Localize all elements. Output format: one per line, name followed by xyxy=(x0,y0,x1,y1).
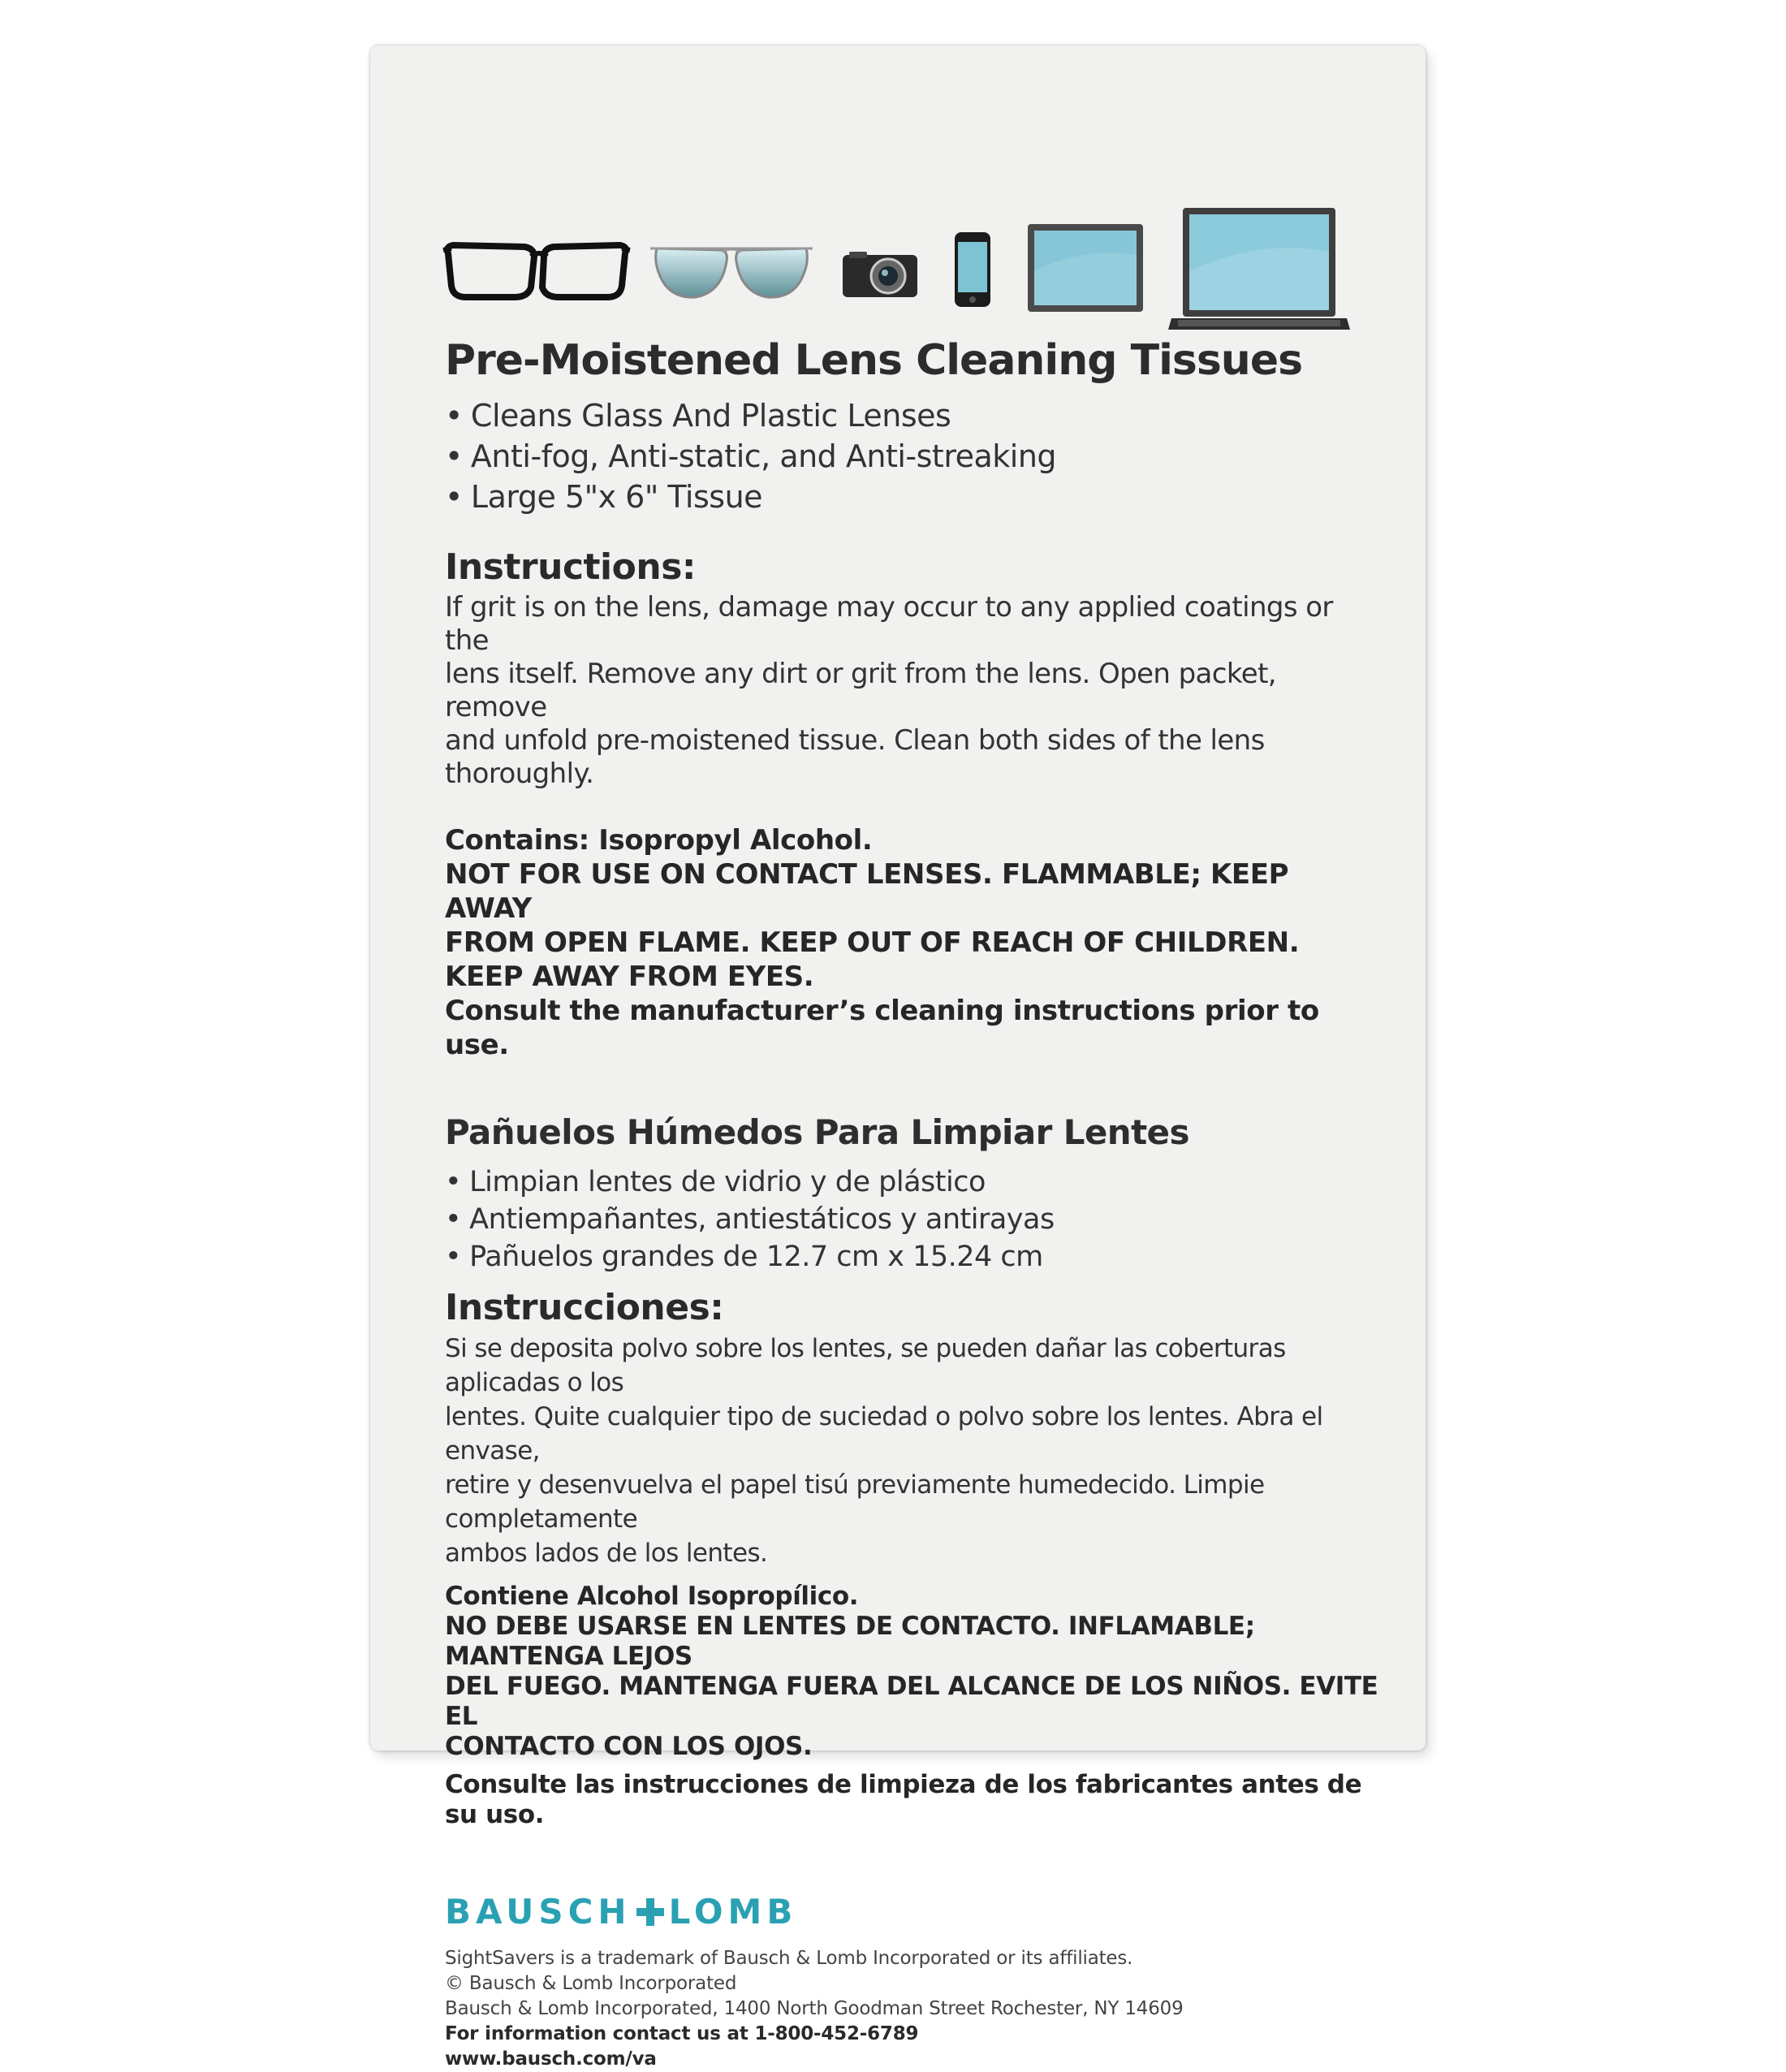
spanish-warning-block xyxy=(445,1582,1378,1830)
website-text: www.bausch.com/va xyxy=(445,2048,657,2070)
instructions-line: and unfold pre-moistened tissue. Clean both sides of the lens thoroughly. xyxy=(445,724,1265,791)
list-item: • Anti-fog, Anti-static, and Anti-streaking xyxy=(445,436,1378,477)
list-item: • Cleans Glass And Plastic Lenses xyxy=(445,395,1378,436)
warning-line: KEEP AWAY FROM EYES. xyxy=(445,960,814,994)
contact-text: For information contact us at 1-800-452-6789 xyxy=(445,2023,919,2045)
instructions-line: lentes. Quite cualquier tipo de suciedad o polvo sobre los lentes. Abra el envase, xyxy=(445,1402,1323,1466)
laptop-icon xyxy=(1168,206,1350,333)
warning-block xyxy=(445,823,1378,1062)
warning-line: DEL FUEGO. MANTENGA FUERA DEL ALCANCE DE LOS NIÑOS. EVITE EL xyxy=(445,1672,1378,1732)
warning-line: NO DEBE USARSE EN LENTES DE CONTACTO. INFLAMABLE; MANTENGA LEJOS xyxy=(445,1612,1255,1672)
camera-icon xyxy=(841,250,919,299)
address-text: Bausch & Lomb Incorporated, 1400 North Goodman Street Rochester, NY 14609 xyxy=(445,1998,1184,2020)
list-item: • Antiempañantes, antiestáticos y antirayas xyxy=(445,1201,1378,1238)
warning-line: CONTACTO CON LOS OJOS. xyxy=(445,1732,813,1762)
eyeglasses-icon xyxy=(443,239,630,304)
spanish-bullets xyxy=(445,1163,1378,1276)
copyright-text: © Bausch & Lomb Incorporated xyxy=(445,1973,737,1995)
instructions-line: If grit is on the lens, damage may occur to any applied coatings or the xyxy=(445,591,1333,658)
consult-text: Consulte las instrucciones de limpieza de los fabricantes antes de su uso. xyxy=(445,1770,1362,1830)
tablet-icon xyxy=(1026,222,1145,313)
spanish-title: Pañuelos Húmedos Para Limpiar Lentes xyxy=(445,1112,1189,1153)
contains-text: Contiene Alcohol Isopropílico. xyxy=(445,1582,859,1612)
instructions-text xyxy=(445,591,1378,791)
instructions-line: lens itself. Remove any dirt or grit from the lens. Open packet, remove xyxy=(445,658,1277,724)
instructions-line: retire y desenvuelva el papel tisú previamente humedecido. Limpie completamente xyxy=(445,1470,1265,1535)
list-item: • Large 5"x 6" Tissue xyxy=(445,477,1378,517)
contains-text: Contains: Isopropyl Alcohol. xyxy=(445,824,873,857)
device-icons-row xyxy=(443,159,1361,338)
brand-logo-right: LOMB xyxy=(668,1892,798,1932)
box-text-content xyxy=(445,338,1378,2072)
phone-icon xyxy=(953,231,992,309)
tissue-box-back xyxy=(370,45,1426,2070)
instructions-heading: Instructions: xyxy=(445,546,696,589)
spanish-instructions-heading: Instrucciones: xyxy=(445,1287,724,1329)
plus-icon xyxy=(636,1898,664,1926)
consult-text: Consult the manufacturer’s cleaning instructions prior to use. xyxy=(445,995,1319,1062)
sunglasses-icon xyxy=(650,240,813,305)
instructions-line: Si se deposita polvo sobre los lentes, se pueden dañar las coberturas aplicadas o los xyxy=(445,1334,1286,1398)
product-title: Pre-Moistened Lens Cleaning Tissues xyxy=(445,336,1303,385)
warning-line: FROM OPEN FLAME. KEEP OUT OF REACH OF CHILDREN. xyxy=(445,926,1300,960)
instructions-line: ambos lados de los lentes. xyxy=(445,1539,768,1569)
list-item: • Pañuelos grandes de 12.7 cm x 15.24 cm xyxy=(445,1238,1378,1276)
legal-text xyxy=(445,1946,1378,2072)
spanish-instructions-text xyxy=(445,1332,1378,1570)
product-bullets xyxy=(445,395,1378,517)
list-item: • Limpian lentes de vidrio y de plástico xyxy=(445,1163,1378,1201)
warning-line: NOT FOR USE ON CONTACT LENSES. FLAMMABLE; KEEP AWAY xyxy=(445,858,1289,926)
trademark-text: SightSavers is a trademark of Bausch & Lomb Incorporated or its affiliates. xyxy=(445,1948,1133,1970)
brand-logo xyxy=(445,1892,1378,1932)
brand-logo-left: BAUSCH xyxy=(445,1892,632,1932)
